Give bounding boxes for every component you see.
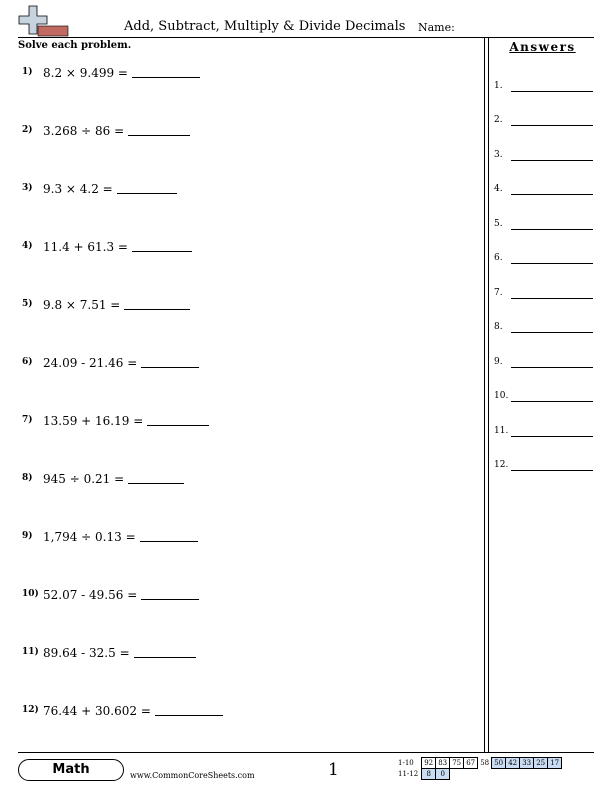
answer-line[interactable] — [511, 470, 593, 471]
name-label: Name: — [418, 21, 455, 34]
footer-rule — [18, 752, 594, 753]
problem-4: 4) 11.4 + 61.3 = — [22, 240, 192, 254]
answers-heading: Answers — [509, 40, 576, 54]
column-divider — [484, 37, 485, 752]
answer-blank[interactable] — [132, 240, 192, 252]
problem-11: 11) 89.64 - 32.5 = — [22, 646, 196, 660]
score-table — [396, 757, 562, 780]
answer-row-9: 9. — [494, 357, 503, 367]
website-url: www.CommonCoreSheets.com — [130, 771, 255, 780]
answer-blank[interactable] — [128, 472, 184, 484]
answer-row-8: 8. — [494, 322, 503, 332]
score-row: 1-10 92 83 75 67 58 50 42 33 25 17 — [396, 758, 562, 769]
math-badge: Math — [18, 759, 124, 781]
problem-6: 6) 24.09 - 21.46 = — [22, 356, 199, 370]
answer-row-6: 6. — [494, 253, 503, 263]
answer-line[interactable] — [511, 160, 593, 161]
score-row: 11-12 8 0 — [396, 769, 562, 780]
problem-12: 12) 76.44 + 30.602 = — [22, 704, 223, 718]
problem-7: 7) 13.59 + 16.19 = — [22, 414, 209, 428]
answer-row-3: 3. — [494, 150, 503, 160]
answer-row-12: 12. — [494, 460, 508, 470]
answer-line[interactable] — [511, 229, 593, 230]
problem-8: 8) 945 ÷ 0.21 = — [22, 472, 184, 486]
problem-10: 10) 52.07 - 49.56 = — [22, 588, 199, 602]
answer-row-11: 11. — [494, 426, 508, 436]
answer-blank[interactable] — [155, 704, 223, 716]
answer-blank[interactable] — [132, 66, 200, 78]
worksheet-title: Add, Subtract, Multiply & Divide Decimals — [124, 19, 406, 34]
answer-line[interactable] — [511, 298, 593, 299]
problem-5: 5) 9.8 × 7.51 = — [22, 298, 190, 312]
answer-row-10: 10. — [494, 391, 508, 401]
answer-blank[interactable] — [124, 298, 190, 310]
answer-line[interactable] — [511, 125, 593, 126]
answer-line[interactable] — [511, 194, 593, 195]
answer-line[interactable] — [511, 332, 593, 333]
answer-line[interactable] — [511, 367, 593, 368]
plus-logo-icon — [18, 5, 70, 37]
answer-line[interactable] — [511, 263, 593, 264]
problem-2: 2) 3.268 ÷ 86 = — [22, 124, 190, 138]
answer-blank[interactable] — [141, 356, 199, 368]
answer-blank[interactable] — [140, 530, 198, 542]
answer-row-1: 1. — [494, 81, 503, 91]
answer-line[interactable] — [511, 436, 593, 437]
answer-line[interactable] — [511, 91, 593, 92]
answer-row-4: 4. — [494, 184, 503, 194]
answer-blank[interactable] — [128, 124, 190, 136]
answer-blank[interactable] — [117, 182, 177, 194]
problem-1: 1) 8.2 × 9.499 = — [22, 66, 200, 80]
instructions: Solve each problem. — [18, 40, 132, 51]
problem-9: 9) 1,794 ÷ 0.13 = — [22, 530, 198, 544]
problem-3: 3) 9.3 × 4.2 = — [22, 182, 177, 196]
answer-blank[interactable] — [147, 414, 209, 426]
answer-line[interactable] — [511, 401, 593, 402]
answer-row-5: 5. — [494, 219, 503, 229]
page-number: 1 — [328, 760, 339, 780]
answer-row-7: 7. — [494, 288, 503, 298]
header-rule — [18, 37, 594, 38]
answer-blank[interactable] — [141, 588, 199, 600]
answer-blank[interactable] — [134, 646, 196, 658]
answer-row-2: 2. — [494, 115, 503, 125]
column-divider — [488, 37, 489, 752]
